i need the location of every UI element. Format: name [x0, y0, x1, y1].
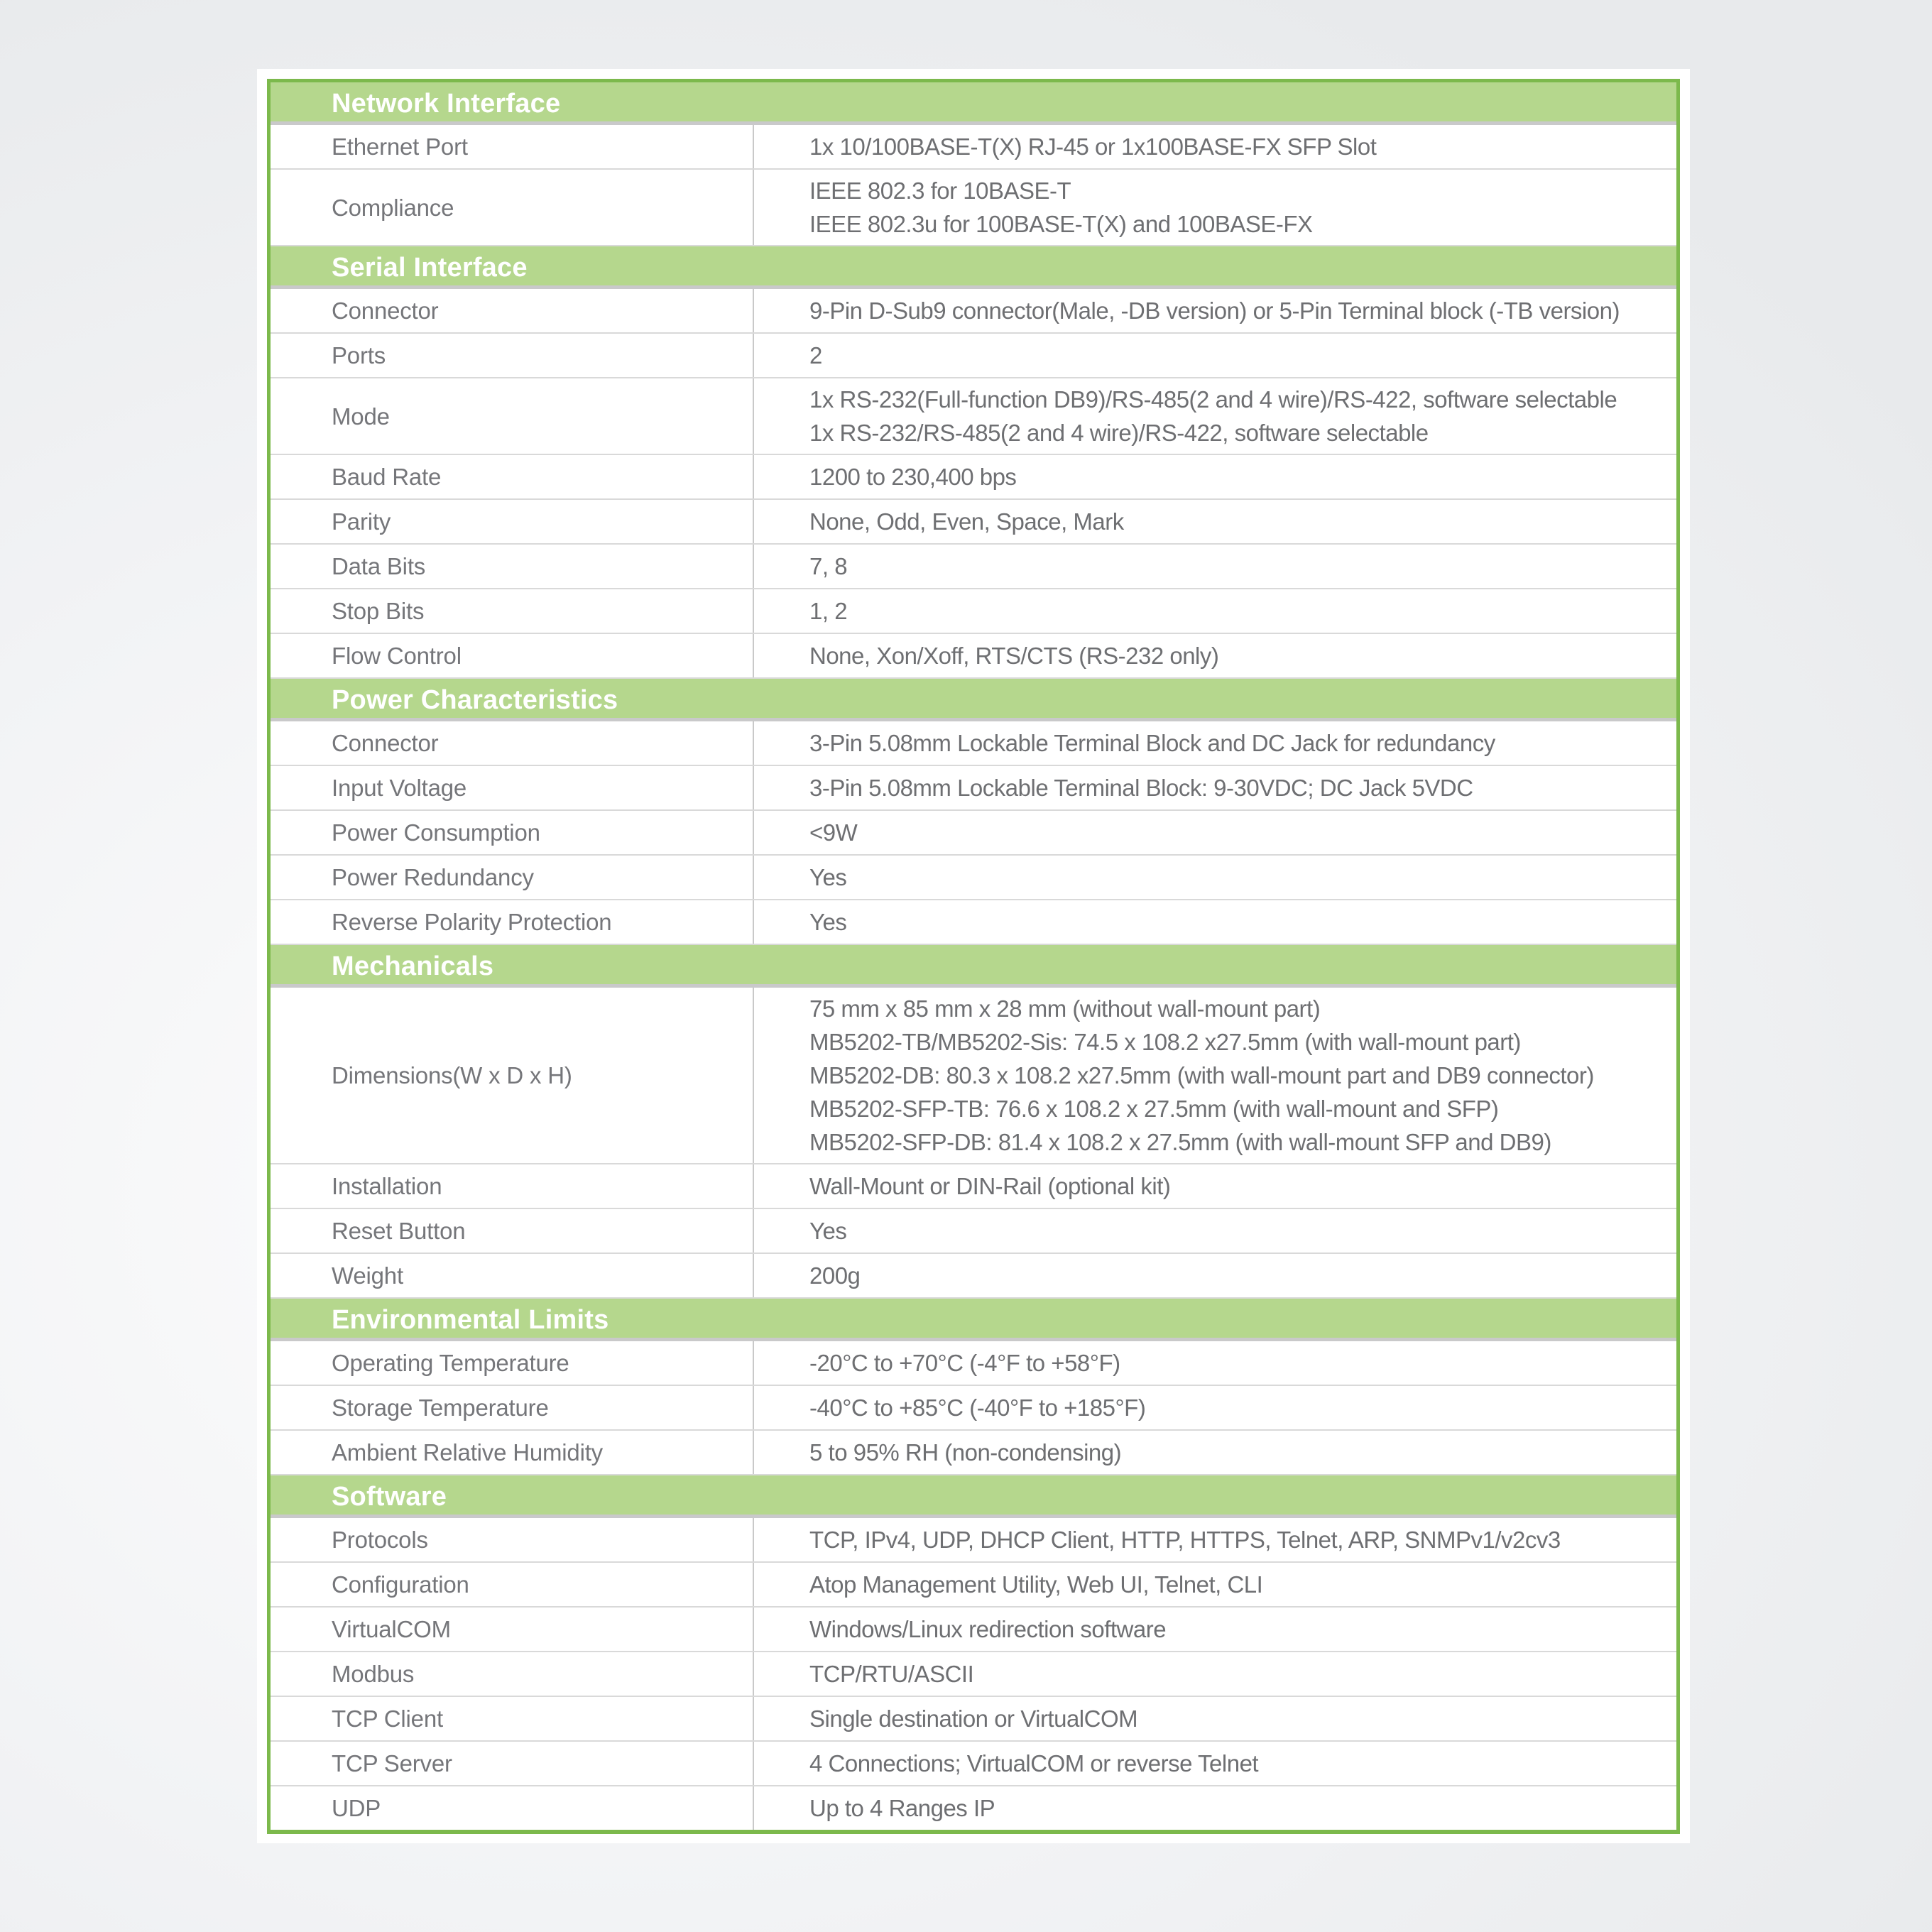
row-value [754, 856, 1676, 899]
row-value [754, 1254, 1676, 1297]
value-line: 75 mm x 85 mm x 28 mm (without wall-mount part) [809, 995, 1321, 1022]
value-line: 200g [809, 1262, 861, 1289]
table-row [271, 1608, 1676, 1652]
row-value [754, 1341, 1676, 1385]
table-row [271, 1341, 1676, 1386]
row-value [754, 766, 1676, 809]
value-line: 1200 to 230,400 bps [809, 464, 1017, 490]
row-label: Parity [271, 500, 754, 543]
value-line: 1x 10/100BASE-T(X) RJ-45 or 1x100BASE-FX SFP Slot [809, 133, 1377, 160]
value-line: -40°C to +85°C (-40°F to +185°F) [809, 1395, 1146, 1421]
row-label: Connector [271, 289, 754, 332]
table-row [271, 811, 1676, 856]
value-line: Yes [809, 909, 847, 935]
table-row [271, 1563, 1676, 1608]
row-value [754, 125, 1676, 168]
section-header [271, 1299, 1676, 1341]
row-value [754, 1742, 1676, 1785]
row-label: TCP Server [271, 1742, 754, 1785]
table-row [271, 1386, 1676, 1431]
value-line: Up to 4 Ranges IP [809, 1795, 995, 1821]
row-value [754, 1164, 1676, 1208]
section-header [271, 1475, 1676, 1518]
section-title: Mechanicals [332, 951, 494, 981]
section-header [271, 679, 1676, 721]
row-value [754, 1209, 1676, 1252]
value-line: 5 to 95% RH (non-condensing) [809, 1439, 1122, 1466]
value-line: MB5202-SFP-DB: 81.4 x 108.2 x 27.5mm (with wall-mount SFP and DB9) [809, 1129, 1551, 1155]
row-label: Configuration [271, 1563, 754, 1606]
row-value [754, 1652, 1676, 1696]
row-label: UDP [271, 1786, 754, 1830]
row-value [754, 378, 1676, 454]
row-label: Storage Temperature [271, 1386, 754, 1429]
row-value [754, 455, 1676, 498]
section-title: Power Characteristics [332, 685, 618, 715]
value-line: 1x RS-232/RS-485(2 and 4 wire)/RS-422, software selectable [809, 420, 1429, 446]
table-row [271, 766, 1676, 811]
row-value [754, 1431, 1676, 1474]
value-line: None, Xon/Xoff, RTS/CTS (RS-232 only) [809, 643, 1219, 669]
table-row [271, 1209, 1676, 1254]
row-label: Mode [271, 378, 754, 454]
row-label: Compliance [271, 170, 754, 245]
table-row [271, 1742, 1676, 1786]
row-label: Protocols [271, 1518, 754, 1561]
value-line: 3-Pin 5.08mm Lockable Terminal Block and DC Jack for redundancy [809, 730, 1495, 756]
value-line: 1x RS-232(Full-function DB9)/RS-485(2 and 4 wire)/RS-422, software selectable [809, 386, 1617, 413]
row-label: Data Bits [271, 545, 754, 588]
value-line: 3-Pin 5.08mm Lockable Terminal Block: 9-30VDC; DC Jack 5VDC [809, 775, 1473, 801]
row-value [754, 634, 1676, 677]
section-header [271, 945, 1676, 988]
value-line: TCP/RTU/ASCII [809, 1661, 974, 1687]
table-row [271, 1254, 1676, 1299]
row-label: Input Voltage [271, 766, 754, 809]
row-label: Ports [271, 334, 754, 377]
value-line: Yes [809, 864, 847, 890]
row-value [754, 1563, 1676, 1606]
value-line: Atop Management Utility, Web UI, Telnet, CLI [809, 1571, 1263, 1598]
row-value [754, 721, 1676, 765]
table-row [271, 378, 1676, 455]
value-line: Single destination or VirtualCOM [809, 1705, 1138, 1732]
table-row [271, 856, 1676, 900]
table-row [271, 545, 1676, 589]
value-line: MB5202-SFP-TB: 76.6 x 108.2 x 27.5mm (with wall-mount and SFP) [809, 1096, 1499, 1122]
row-value [754, 289, 1676, 332]
row-label: Reverse Polarity Protection [271, 900, 754, 944]
row-label: Flow Control [271, 634, 754, 677]
row-label: TCP Client [271, 1697, 754, 1740]
row-value [754, 1697, 1676, 1740]
row-label: Installation [271, 1164, 754, 1208]
table-row [271, 1697, 1676, 1742]
value-line: MB5202-TB/MB5202-Sis: 74.5 x 108.2 x27.5mm (with wall-mount part) [809, 1029, 1521, 1055]
value-line: None, Odd, Even, Space, Mark [809, 508, 1124, 535]
table-row [271, 988, 1676, 1164]
row-label: Ethernet Port [271, 125, 754, 168]
value-line: <9W [809, 819, 858, 846]
row-label: Connector [271, 721, 754, 765]
row-label: Power Consumption [271, 811, 754, 854]
value-line: IEEE 802.3 for 10BASE-T [809, 178, 1071, 204]
row-label: Ambient Relative Humidity [271, 1431, 754, 1474]
row-value [754, 1608, 1676, 1651]
table-row [271, 634, 1676, 679]
table-row [271, 1786, 1676, 1830]
value-line: 7, 8 [809, 553, 848, 579]
section-title: Network Interface [332, 89, 561, 119]
section-header [271, 246, 1676, 289]
table-row [271, 455, 1676, 500]
row-value [754, 589, 1676, 633]
value-line: 1, 2 [809, 598, 848, 624]
row-value [754, 545, 1676, 588]
table-row [271, 1164, 1676, 1209]
section-title: Software [332, 1482, 447, 1512]
table-row [271, 1652, 1676, 1697]
table-row [271, 1518, 1676, 1563]
section-header [271, 82, 1676, 125]
row-label: Stop Bits [271, 589, 754, 633]
table-row [271, 170, 1676, 246]
table-row [271, 1431, 1676, 1475]
row-value [754, 811, 1676, 854]
table-row [271, 589, 1676, 634]
spec-table [267, 79, 1680, 1834]
row-value [754, 334, 1676, 377]
row-value [754, 988, 1676, 1163]
section-title: Environmental Limits [332, 1305, 609, 1335]
row-label: Operating Temperature [271, 1341, 754, 1385]
row-label: Baud Rate [271, 455, 754, 498]
row-label: Weight [271, 1254, 754, 1297]
row-value [754, 1786, 1676, 1830]
row-value [754, 500, 1676, 543]
table-row [271, 500, 1676, 545]
spec-card [257, 69, 1690, 1843]
section-title: Serial Interface [332, 253, 528, 283]
value-line: MB5202-DB: 80.3 x 108.2 x27.5mm (with wall-mount part and DB9 connector) [809, 1062, 1594, 1088]
table-row [271, 334, 1676, 378]
row-label: Reset Button [271, 1209, 754, 1252]
row-label: Power Redundancy [271, 856, 754, 899]
value-line: IEEE 802.3u for 100BASE-T(X) and 100BASE-FX [809, 211, 1313, 237]
row-value [754, 900, 1676, 944]
value-line: Wall-Mount or DIN-Rail (optional kit) [809, 1173, 1171, 1199]
value-line: Windows/Linux redirection software [809, 1616, 1167, 1642]
row-value [754, 1518, 1676, 1561]
value-line: 4 Connections; VirtualCOM or reverse Telnet [809, 1750, 1259, 1777]
value-line: TCP, IPv4, UDP, DHCP Client, HTTP, HTTPS, Telnet, ARP, SNMPv1/v2cv3 [809, 1527, 1561, 1553]
value-line: Yes [809, 1218, 847, 1244]
row-label: VirtualCOM [271, 1608, 754, 1651]
row-value [754, 170, 1676, 245]
value-line: 9-Pin D-Sub9 connector(Male, -DB version) or 5-Pin Terminal block (-TB version) [809, 298, 1620, 324]
row-value [754, 1386, 1676, 1429]
table-row [271, 125, 1676, 170]
row-label: Modbus [271, 1652, 754, 1696]
table-row [271, 721, 1676, 766]
value-line: 2 [809, 342, 822, 369]
table-row [271, 900, 1676, 945]
table-row [271, 289, 1676, 334]
row-label: Dimensions(W x D x H) [271, 988, 754, 1163]
value-line: -20°C to +70°C (-4°F to +58°F) [809, 1350, 1120, 1376]
